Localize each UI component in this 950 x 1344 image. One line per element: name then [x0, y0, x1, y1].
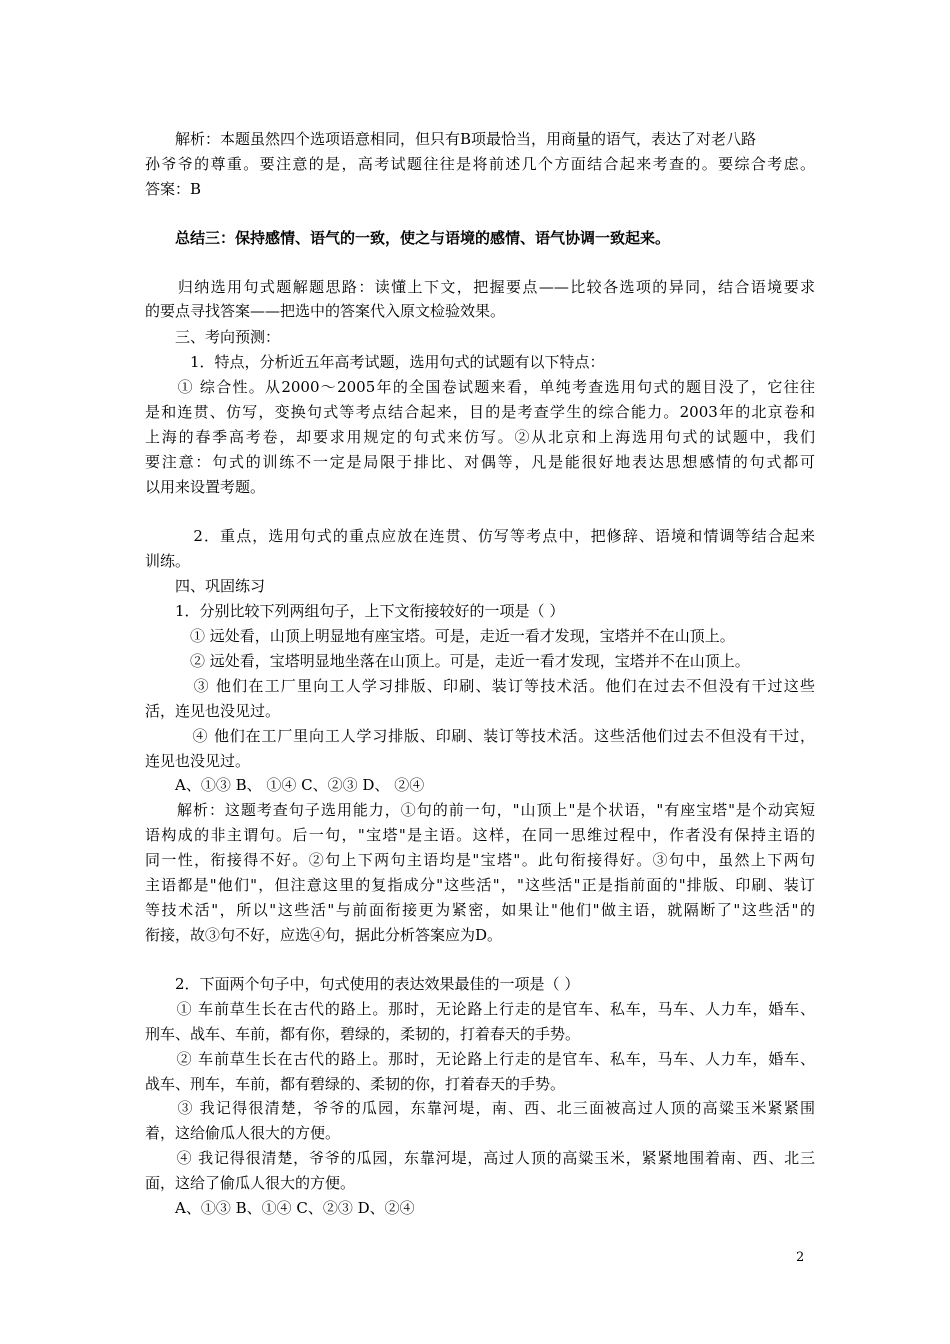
paragraph-line: 训练。 [145, 552, 191, 570]
page-number: 2 [796, 1250, 805, 1265]
paragraph-line: 答案：B [145, 180, 202, 198]
option-line: 着，这给偷瓜人很大的方便。 [145, 1124, 341, 1142]
option-line: ③ 我记得很清楚，爷爷的瓜园，东靠河堤，南、西、北三面被高过人顶的高粱玉米紧紧围 [145, 1099, 815, 1117]
paragraph-line: 孙爷爷的尊重。要注意的是，高考试题往往是将前述几个方面结合起来考查的。要综合考虑。 [145, 155, 815, 173]
paragraph-line: 要注意：句式的训练不一定是局限于排比、对偶等，凡是能很好地表达思想感情的句式都可 [145, 453, 815, 471]
option-line: 战车、刑车，车前，都有碧绿的、柔韧的你，打着春天的手势。 [145, 1075, 566, 1093]
paragraph-line: 2．重点，选用句式的重点应放在连贯、仿写等考点中，把修辞、语境和情调等结合起来 [145, 527, 815, 545]
question-stem: 2．下面两个句子中，句式使用的表达效果最佳的一项是（ ） [145, 975, 580, 993]
section-heading: 三、考向预测： [145, 328, 281, 346]
answer-choices: A、①③ B、①④ C、②③ D、②④ [145, 1199, 415, 1217]
paragraph-line: 等技术活"，所以"这些活"与前面衔接更为紧密，如果让"他们"做主语，就隔断了"这些活"的 [145, 901, 815, 919]
section-heading: 四、巩固练习 [145, 577, 266, 595]
paragraph-line: 的要点寻找答案——把选中的答案代入原文检验效果。 [145, 302, 506, 320]
option-line: ④ 他们在工厂里向工人学习排版、印刷、装订等技术活。这些活他们过去不但没有干过， [145, 727, 815, 745]
option-line: ④ 我记得很清楚，爷爷的瓜园，东靠河堤，高过人顶的高粱玉米，紧紧地围着南、西、北三 [145, 1149, 815, 1167]
option-line: 刑车、战车、车前，都有你，碧绿的，柔韧的，打着春天的手势。 [145, 1025, 581, 1043]
paragraph-line: 同一性，衔接得不好。②句上下两句主语均是"宝塔"。此句衔接得好。③句中，虽然上下两句 [145, 851, 815, 869]
option-line: 连见也没见过。 [145, 752, 251, 770]
paragraph-line: 是和连贯、仿写，变换句式等考点结合起来，目的是考查学生的综合能力。2003年的北京卷和 [145, 403, 815, 421]
answer-choices: A、①③ B、 ①④ C、②③ D、 ②④ [145, 776, 425, 794]
summary-heading: 总结三：保持感情、语气的一致，使之与语境的感情、语气协调一致起来。 [145, 229, 671, 247]
paragraph-line: 语构成的非主谓句。后一句，"宝塔"是主语。这样，在同一思维过程中，作者没有保持主语的 [145, 826, 815, 844]
option-line: ① 车前草生长在古代的路上。那时，无论路上行走的是官车、私车，马车、人力车，婚车、 [145, 1000, 815, 1018]
paragraph-line: 归纳选用句式题解题思路：读懂上下文，把握要点——比较各选项的异同，结合语境要求 [145, 278, 815, 296]
paragraph-line: 以用来设置考题。 [145, 478, 266, 496]
option-line: 活，连见也没见过。 [145, 702, 281, 720]
question-stem: 1．分别比较下列两组句子，上下文衔接较好的一项是（ ） [145, 602, 565, 620]
paragraph-line: 上海的春季高考卷，却要求用规定的句式来仿写。②从北京和上海选用句式的试题中，我们 [145, 428, 815, 446]
paragraph-line: 1．特点，分析近五年高考试题，选用句式的试题有以下特点： [145, 353, 605, 371]
option-line: ③ 他们在工厂里向工人学习排版、印刷、装订等技术活。他们在过去不但没有干过这些 [145, 677, 815, 695]
paragraph-line: 衔接，故③句不好，应选④句，据此分析答案应为D。 [145, 926, 503, 944]
paragraph-line: 解析：这题考查句子选用能力，①句的前一句，"山顶上"是个状语，"有座宝塔"是个动宾短 [145, 801, 815, 819]
paragraph-line: ① 综合性。从2000～2005年的全国卷试题来看，单纯考查选用句式的题目没了，它往往 [145, 378, 815, 396]
paragraph-line: 解析：本题虽然四个选项语意相同，但只有B项最恰当，用商量的语气，表达了对老八路 [145, 130, 757, 148]
option-line: 面，这给了偷瓜人很大的方便。 [145, 1174, 356, 1192]
option-line: ② 远处看，宝塔明显地坐落在山顶上。可是，走近一看才发现，宝塔并不在山顶上。 [145, 652, 750, 670]
option-line: ② 车前草生长在古代的路上。那时，无论路上行走的是官车、私车，马车、人力车，婚车、 [145, 1050, 815, 1068]
option-line: ① 远处看，山顶上明显地有座宝塔。可是，走近一看才发现，宝塔并不在山顶上。 [145, 627, 735, 645]
paragraph-line: 主语都是"他们"，但注意这里的复指成分"这些活"，"这些活"正是指前面的"排版、印刷、装订 [145, 876, 815, 894]
